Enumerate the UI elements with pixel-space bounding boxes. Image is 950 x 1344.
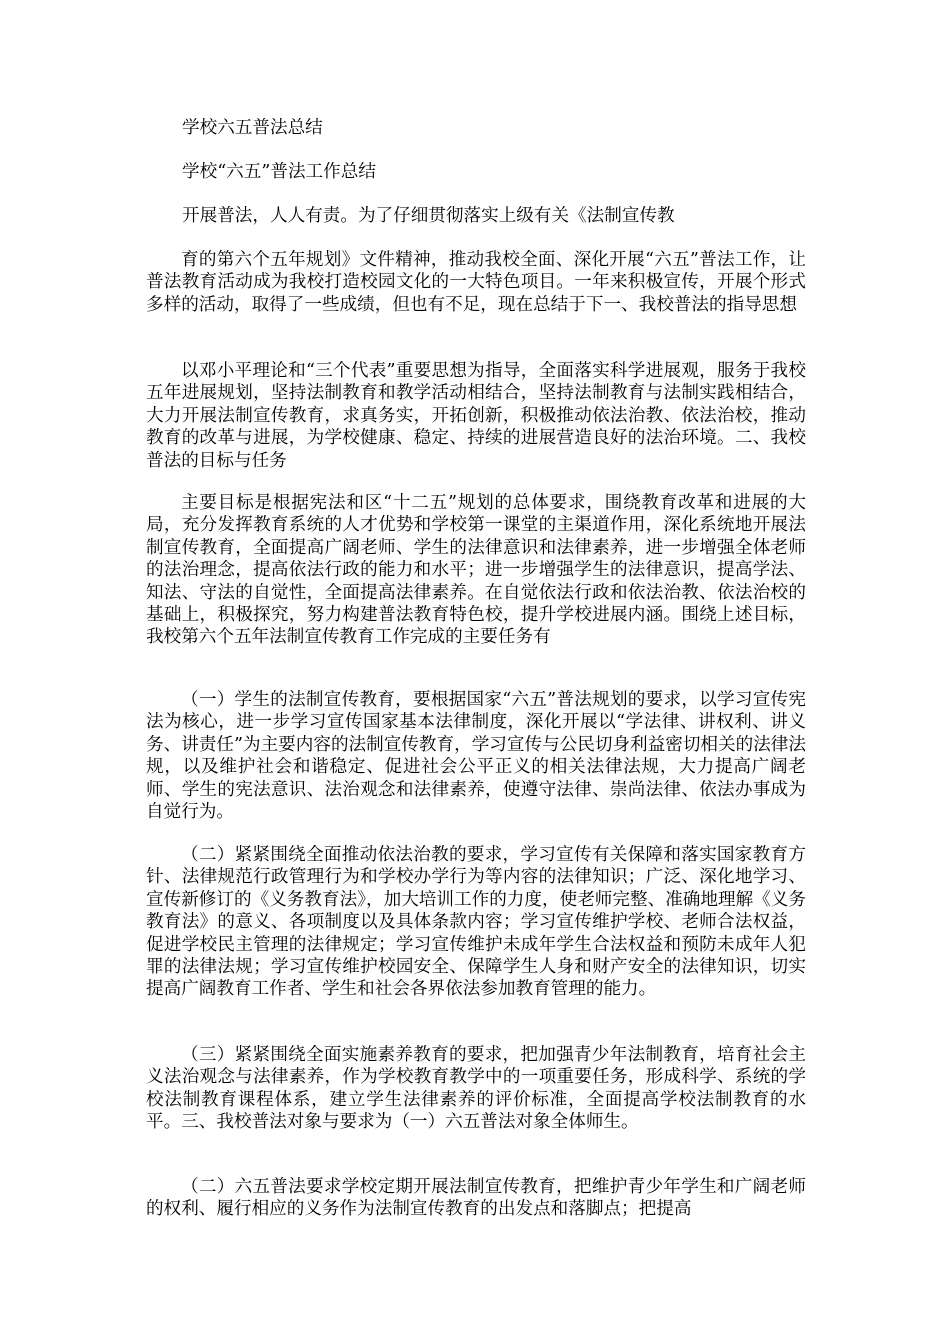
paragraph-3 bbox=[146, 492, 806, 649]
paragraph-1-text: 育的第六个五年规划》文件精神，推动我校全面、深化开展“六五”普法工作，让普法教育活动成为我校打造校园文化的一大特色项目。一年来积极宣传，开展个形式多样的活动，取得了一些成绩，但也有不足，现在总结于下一、我校普法的指导思想 bbox=[146, 250, 806, 315]
paragraph-2-text: 以邓小平理论和“三个代表”重要思想为指导，全面落实科学进展观，服务于我校五年进展规划，坚持法制教育和教学活动相结合，坚持法制教育与法制实践相结合，大力开展法制宣传教育，求真务实，开拓创新，积极推动依法治教、依法治校，推动教育的改革与进展，为学校健康、稳定、持续的进展营造良好的法治环境。二、我校普法的目标与任务 bbox=[146, 361, 806, 471]
paragraph-1 bbox=[146, 249, 806, 316]
paragraph-7-text: （二）六五普法要求学校定期开展法制宣传教育，把维护青少年学生和广阔老师的权利、履行相应的义务作为法制宣传教育的出发点和落脚点；把提高 bbox=[146, 1177, 806, 1220]
intro-line: 开展普法，人人有责。为了仔细贯彻落实上级有关《法制宣传教 bbox=[182, 206, 675, 226]
paragraph-6 bbox=[146, 1044, 806, 1134]
paragraph-2 bbox=[146, 360, 806, 472]
paragraph-4 bbox=[146, 689, 806, 823]
paragraph-5 bbox=[146, 844, 806, 1001]
paragraph-6-text: （三）紧紧围绕全面实施素养教育的要求，把加强青少年法制教育，培育社会主义法治观念与法律素养，作为学校教育教学中的一项重要任务，形成科学、系统的学校法制教育课程体系，建立学生法律素养的评价标准，全面提高学校法制教育的水平。三、我校普法对象与要求为（一）六五普法对象全体师生。 bbox=[146, 1045, 806, 1133]
paragraph-7 bbox=[146, 1176, 806, 1221]
document-title: 学校六五普法总结 bbox=[182, 118, 323, 138]
document-subtitle: 学校“六五”普法工作总结 bbox=[182, 162, 376, 182]
paragraph-5-text: （二）紧紧围绕全面推动依法治教的要求，学习宣传有关保障和落实国家教育方针、法律规范行政管理行为和学校办学行为等内容的法律知识；广泛、深化地学习、宣传新修订的《义务教育法》，加大培训工作的力度，使老师完整、准确地理解《义务教育法》的意义、各项制度以及具体条款内容；学习宣传维护学校、老师合法权益，促进学校民主管理的法律规定；学习宣传维护未成年学生合法权益和预防未成年人犯罪的法律法规；学习宣传维护校园安全、保障学生人身和财产安全的法律知识，切实提高广阔教育工作者、学生和社会各界依法参加教育管理的能力。 bbox=[146, 845, 806, 1000]
paragraph-3-text: 主要目标是根据宪法和区“十二五”规划的总体要求，围绕教育改革和进展的大局，充分发挥教育系统的人才优势和学校第一课堂的主渠道作用，深化系统地开展法制宣传教育，全面提高广阔老师、学生的法律意识和法律素养，进一步增强全体老师的法治理念，提高依法行政的能力和水平；进一步增强学生的法律意识，提高学法、知法、守法的自觉性，全面提高法律素养。在自觉依法行政和依法治教、依法治校的基础上，积极探究，努力构建普法教育特色校，提升学校进展内涵。围绕上述目标，我校第六个五年法制宣传教育工作完成的主要任务有 bbox=[146, 493, 806, 648]
paragraph-4-text: （一）学生的法制宣传教育，要根据国家“六五”普法规划的要求，以学习宣传宪法为核心，进一步学习宣传国家基本法律制度，深化开展以“学法律、讲权利、讲义务、讲责任”为主要内容的法制宣传教育，学习宣传与公民切身利益密切相关的法律法规，以及维护社会和谐稳定、促进社会公平正义的相关法律法规，大力提高广阔老师、学生的宪法意识、法治观念和法律素养，使遵守法律、崇尚法律、依法办事成为自觉行为。 bbox=[146, 690, 806, 823]
